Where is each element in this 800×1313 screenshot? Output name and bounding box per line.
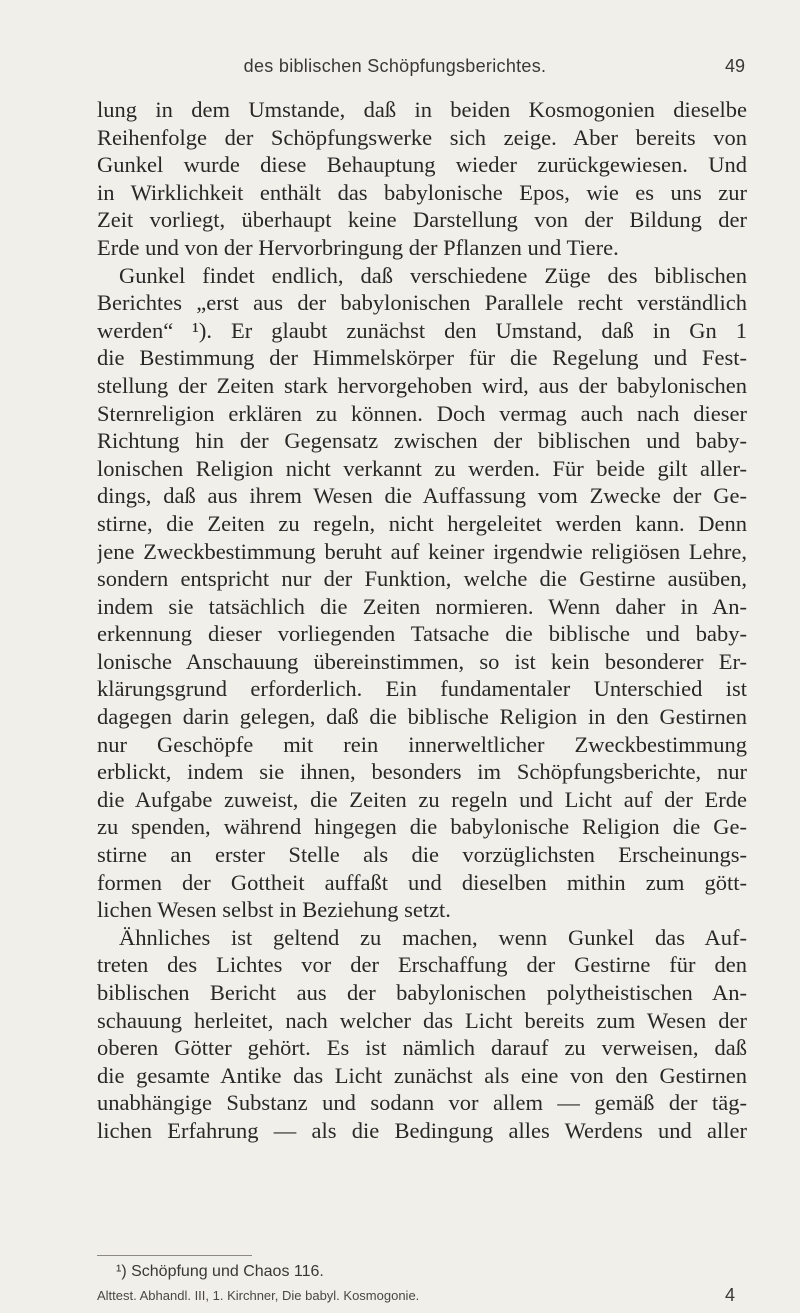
- text-line: werden“ ¹). Er glaubt zunächst den Umstand, daß in Gn 1: [97, 317, 747, 343]
- text-line: Erde und von der Hervorbringung der Pflanzen und Tiere.: [97, 234, 619, 260]
- text-line: Berichtes „erst aus der babylonischen Parallele recht verständlich: [97, 290, 747, 316]
- text-line: zu spenden, während hingegen die babylonische Religion die Ge-: [97, 814, 747, 840]
- footnote-divider: [97, 1255, 252, 1256]
- text-line: klärungsgrund erforderlich. Ein fundamentaler Unterschied ist: [97, 676, 747, 702]
- footnote: ¹) Schöpfung und Chaos 116.: [116, 1263, 324, 1280]
- text-line: biblischen Bericht aus der babylonischen polytheistischen An-: [97, 980, 747, 1005]
- text-line: die gesamte Antike das Licht zunächst als eine von den Gestirnen: [97, 1062, 747, 1088]
- text-line: Richtung hin der Gegensatz zwischen der biblischen und baby-: [97, 428, 747, 454]
- text-line: erkennung dieser vorliegenden Tatsache die biblische und baby-: [97, 621, 747, 647]
- text-line: formen der Gottheit auffaßt und dieselben mithin zum gött-: [97, 869, 747, 895]
- text-line: Sternreligion erklären zu können. Doch vermag auch nach dieser: [97, 400, 747, 426]
- series-imprint: Alttest. Abhandl. III, 1. Kirchner, Die babyl. Kosmogonie.: [97, 1288, 420, 1303]
- text-line: erblickt, indem sie ihnen, besonders im Schöpfungsberichte, nur: [97, 759, 747, 785]
- text-line: stirne, die Zeiten zu regeln, nicht hergeleitet werden kann. Denn: [97, 510, 747, 536]
- text-line: nur Geschöpfe mit rein innerweltlicher Zweckbestimmung: [97, 731, 747, 757]
- text-line: unabhängige Substanz und sodann vor allem — gemäß der täg-: [97, 1090, 747, 1116]
- text-line: Zeit vorliegt, überhaupt keine Darstellung von der Bildung der: [97, 207, 747, 233]
- text-line: lonischen Religion nicht verkannt zu werden. Für beide gilt aller-: [97, 455, 747, 481]
- text-line: Gunkel findet endlich, daß verschiedene Züge des biblischen: [119, 262, 747, 288]
- text-line: indem sie tatsächlich die Zeiten normieren. Wenn daher in An-: [97, 593, 747, 619]
- page-number: 49: [724, 56, 745, 76]
- text-line: schauung herleitet, nach welcher das Licht bereits zum Wesen der: [97, 1007, 747, 1033]
- body-text: [97, 96, 747, 1145]
- text-line: Gunkel wurde diese Behauptung wieder zurückgewiesen. Und: [97, 152, 747, 178]
- text-line: die Aufgabe zuweist, die Zeiten zu regeln und Licht auf der Erde: [97, 786, 747, 812]
- running-header: des biblischen Schöpfungsberichtes.: [243, 56, 547, 76]
- text-line: sondern entspricht nur der Funktion, welche die Gestirne ausüben,: [97, 566, 747, 592]
- text-line: stirne an erster Stelle als die vorzüglichsten Erscheinungs-: [97, 842, 747, 868]
- text-line: Ähnliches ist geltend zu machen, wenn Gunkel das Auf-: [119, 924, 747, 950]
- text-line: jene Zweckbestimmung beruht auf keiner irgendwie religiösen Lehre,: [97, 538, 747, 564]
- text-line: lonische Anschauung übereinstimmen, so ist kein besonderer Er-: [97, 648, 747, 674]
- text-line: dagegen darin gelegen, daß die biblische Religion in den Gestirnen: [97, 704, 747, 730]
- text-line: Reihenfolge der Schöpfungswerke sich zeige. Aber bereits von: [97, 124, 747, 150]
- text-line: stellung der Zeiten stark hervorgehoben wird, aus der babylonischen: [97, 372, 747, 398]
- text-line: lung in dem Umstande, daß in beiden Kosmogonien dieselbe: [97, 97, 747, 122]
- text-line: dings, daß aus ihrem Wesen die Auffassung vom Zwecke der Ge-: [97, 483, 747, 509]
- text-line: lichen Wesen selbst in Beziehung setzt.: [97, 897, 451, 923]
- sheet-signature: 4: [725, 1285, 736, 1305]
- text-line: die Bestimmung der Himmelskörper für die Regelung und Fest-: [97, 345, 747, 371]
- text-line: oberen Götter gehört. Es ist nämlich darauf zu verweisen, daß: [97, 1035, 747, 1061]
- text-line: lichen Erfahrung — als die Bedingung alles Werdens und aller: [97, 1117, 747, 1143]
- text-line: in Wirklichkeit enthält das babylonische Epos, wie es uns zur: [97, 179, 747, 205]
- text-line: treten des Lichtes vor der Erschaffung der Gestirne für den: [97, 952, 747, 978]
